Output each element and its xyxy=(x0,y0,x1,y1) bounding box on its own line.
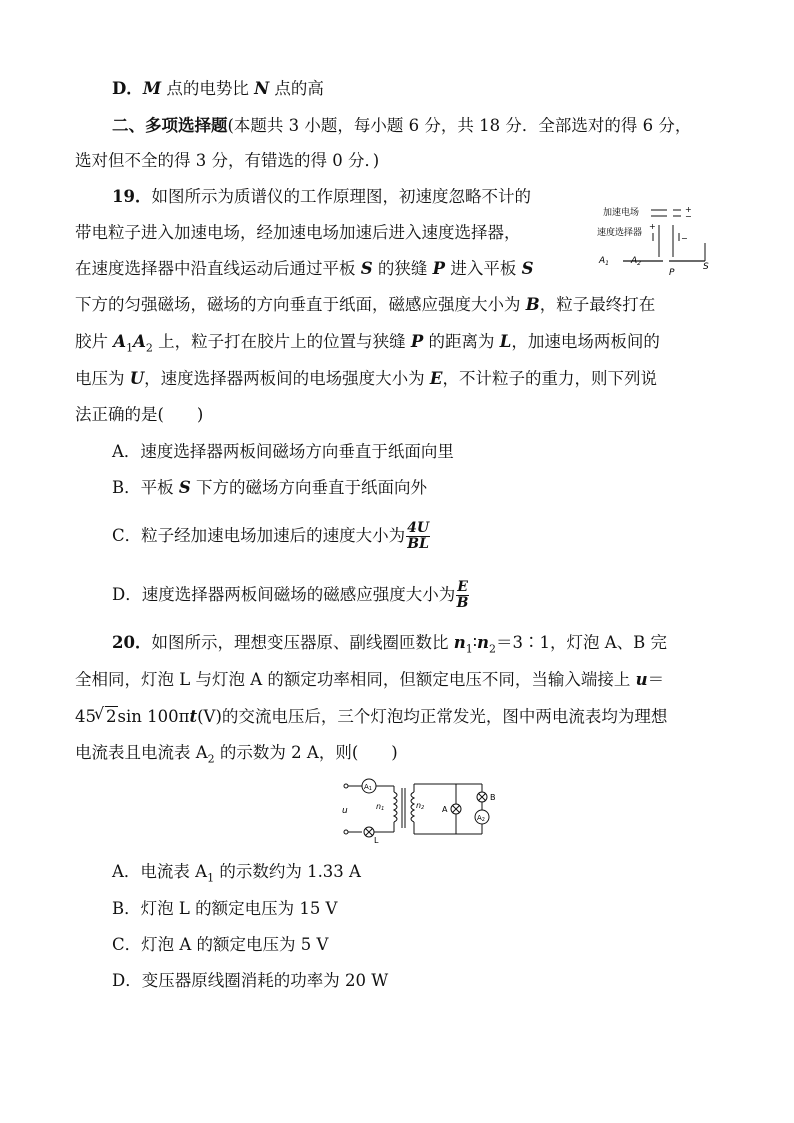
q20-option-a: A．电流表 $A_1$ 的示数约为 1.33 A xyxy=(112,862,361,885)
q19-stem-line5: 胶片 $A_1A_2$ 上，粒子打在胶片上的位置与狭缝 P 的距离为 L，加速电场两板间的 xyxy=(75,332,660,355)
q19-stem-line6: 电压为 U，速度选择器两板间的电场强度大小为 E，不计粒子的重力，则下列说 xyxy=(75,369,657,388)
fig-label-accel: 加速电场 xyxy=(603,208,640,218)
q20-stem-line3: 45√ 2sin 100πt(V)的交流电压后，三个灯泡均正常发光，图中两电流表均为理想 xyxy=(75,705,667,729)
svg-text:n1: n1 xyxy=(376,802,385,812)
mass-spectrometer-figure xyxy=(595,197,715,281)
q20-option-d: D．变压器原线圈消耗的功率为 20 W xyxy=(112,971,389,990)
svg-text:u: u xyxy=(342,806,348,816)
svg-text:−: − xyxy=(681,234,688,243)
svg-text:L: L xyxy=(374,836,379,844)
section-heading: 二、多项选择题(本题共 3 小题，每小题 6 分，共 18 分．全部选对的得 6 分， xyxy=(112,116,692,135)
q18-option-d: D．M 点的电势比 N 点的高 xyxy=(112,79,324,98)
fraction-e-over-b: $\frac{E}{B}$ xyxy=(456,579,469,611)
q20-option-b: B．灯泡 L 的额定电压为 15 V xyxy=(112,899,338,918)
q20-stem-line1: 20．如图所示，理想变压器原、副线圈匝数比 $n_1∶n_2=3∶1$，灯泡 A、B 完 xyxy=(112,633,668,656)
q19-stem-line7: 法正确的是( ) xyxy=(75,405,204,424)
q19-stem-line2: 带电粒子进入加速电场，经加速电场加速后进入速度选择器， xyxy=(75,223,521,242)
fraction-4u-over-bl: $\frac{4U}{BL}$ xyxy=(407,520,430,552)
sqrt-symbol: √ 2 xyxy=(96,705,118,729)
section-heading-line2: 选对但不全的得 3 分，有错选的得 0 分．) xyxy=(75,151,380,170)
svg-text:+: + xyxy=(685,205,692,214)
transformer-circuit-figure xyxy=(336,776,506,844)
fig-label-a2: $A_2$ xyxy=(631,256,641,267)
svg-text:B: B xyxy=(490,793,496,802)
fig-label-s: S xyxy=(703,262,709,272)
svg-text:+: + xyxy=(649,222,656,231)
fig-label-p: P xyxy=(669,268,675,278)
q19-stem-line4: 下方的匀强磁场，磁场的方向垂直于纸面，磁感应强度大小为 B，粒子最终打在 xyxy=(75,295,656,314)
q19-option-b: B．平板 S 下方的磁场方向垂直于纸面向外 xyxy=(112,478,428,497)
q20-stem-line2: 全相同，灯泡 L 与灯泡 A 的额定功率相同，但额定电压不同，当输入端接上 u＝ xyxy=(75,670,665,689)
q20-option-c: C．灯泡 A 的额定电压为 5 V xyxy=(112,935,329,954)
q19-option-d: D．速度选择器两板间磁场的磁感应强度大小为 $\frac{E}{B}$ xyxy=(112,579,469,611)
svg-text:A: A xyxy=(442,805,448,814)
q19-stem-line1: 19．如图所示为质谱仪的工作原理图，初速度忽略不计的 xyxy=(112,187,531,206)
svg-text:−: − xyxy=(685,212,692,221)
fig-label-selector: 速度选择器 xyxy=(597,228,643,238)
q19-stem-line3: 在速度选择器中沿直线运动后通过平板 S 的狭缝 P 进入平板 S xyxy=(75,259,534,278)
q19-option-c: C．粒子经加速电场加速后的速度大小为 $\frac{4U}{BL}$ xyxy=(112,520,430,552)
q19-option-a: A．速度选择器两板间磁场方向垂直于纸面向里 xyxy=(112,442,454,461)
q20-stem-line4: 电流表且电流表 $A_2$ 的示数为 2 A，则( ) xyxy=(75,743,398,766)
svg-text:A2: A2 xyxy=(477,814,485,823)
svg-text:A1: A1 xyxy=(364,783,372,792)
fig-label-a1: $A_1$ xyxy=(599,256,609,267)
svg-text:n2: n2 xyxy=(416,801,425,811)
